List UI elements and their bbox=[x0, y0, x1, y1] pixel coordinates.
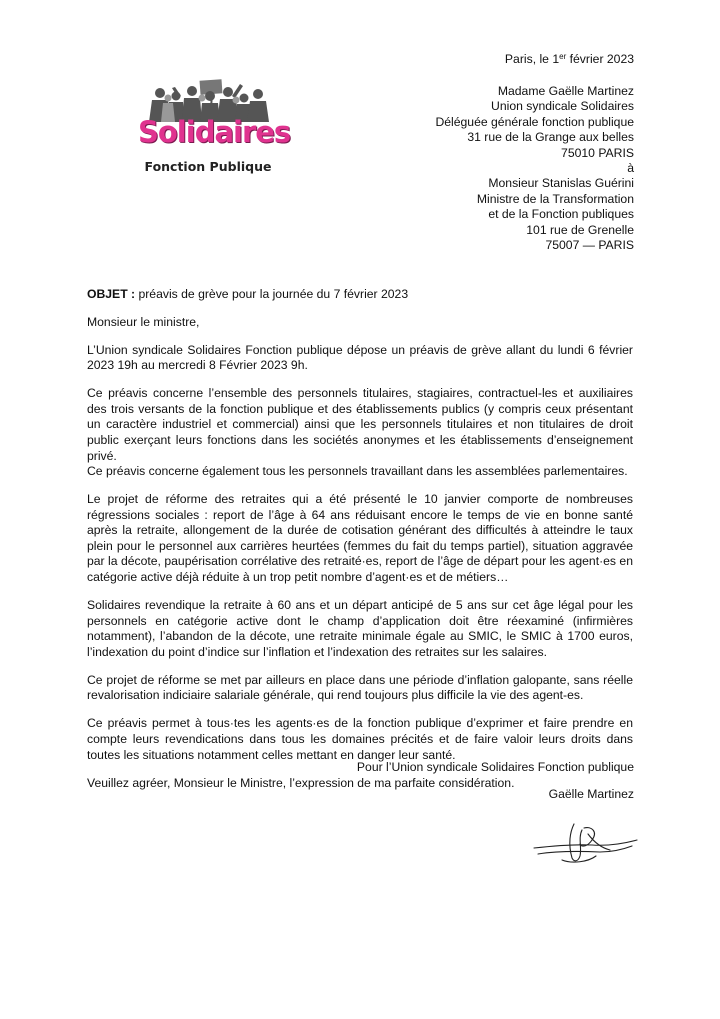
logo-subtitle: Fonction Publique bbox=[144, 159, 272, 174]
address-line: 31 rue de la Grange aux belles bbox=[467, 130, 634, 145]
address-block bbox=[435, 84, 634, 253]
paragraph: Veuillez agréer, Monsieur le Ministre, l’expression de ma parfaite considération. bbox=[87, 775, 515, 790]
address-line: Madame Gaëlle Martinez bbox=[497, 84, 634, 98]
address-line: Ministre de la Transformation bbox=[476, 191, 634, 206]
address-line: 101 rue de Grenelle bbox=[526, 222, 634, 237]
paragraph: Ce préavis permet à tous·tes les agents·es de la fonction publique d’exprimer et faire prendre en compte leurs revendications dans tous les domaines précités et de faire valoir leurs droits dans toutes les situations notamment celles mettant en danger leur santé. bbox=[87, 716, 633, 762]
paragraph: Le projet de réforme des retraites qui a été présenté le 10 janvier comporte de nombreuses régressions sociales : report de l’âge à 64 ans réduisant encore le temps de vie en bonne santé après la retraite, allongement de la durée de cotisation générant des difficultés à atteindre le taux plein pour le personnel aux carrières heurtées (femmes du fait du temps partiel), situation aggravée par la décote, paupérisation corrélative des retraité·es, report de l’âge de départ pour les agent·es en catégorie active déjà réduite à un trop petit nombre d’agent·es et de métiers… bbox=[87, 492, 633, 585]
address-line: 75010 PARIS bbox=[561, 145, 634, 160]
paragraph: Ce préavis concerne également tous les personnels travaillant dans les assemblées parlementaires. bbox=[87, 464, 628, 479]
address-line: et de la Fonction publiques bbox=[488, 207, 634, 222]
address-line: Déléguée générale fonction publique bbox=[435, 114, 634, 129]
logo-brand-text: Solidaires bbox=[138, 115, 291, 149]
address-line: 75007 — PARIS bbox=[545, 237, 634, 252]
subject-line bbox=[87, 287, 633, 303]
paragraph: L’Union syndicale Solidaires Fonction publique dépose un préavis de grève allant du lundi 6 février 2023 19h au mercredi 8 Février 2023 9h. bbox=[87, 342, 633, 373]
handwritten-signature bbox=[532, 818, 642, 868]
signatory-name: Gaëlle Martinez bbox=[548, 787, 634, 801]
address-line: à bbox=[627, 160, 634, 175]
address-line: Union syndicale Solidaires bbox=[491, 99, 634, 114]
subject-label: OBJET : bbox=[87, 287, 136, 301]
solidaires-logo bbox=[138, 76, 291, 181]
subject-text: préavis de grève pour la journée du 7 février 2023 bbox=[135, 287, 409, 301]
salutation: Monsieur le ministre, bbox=[87, 314, 200, 329]
letter-date: Paris, le 1er février 2023 bbox=[504, 52, 634, 66]
closing-line: Pour l’Union syndicale Solidaires Fonction publique bbox=[356, 760, 634, 774]
paragraph: Solidaires revendique la retraite à 60 ans et un départ anticipé de 5 ans sur cet âge légal pour les personnels en catégorie active dont le champ d’application doit être réexaminé (infirmières notamment), l’abandon de la décote, une retraite minimale égale au SMIC, le SMIC à 1700 euros, l’indexation du point d’indice sur l’inflation et l’indexation des retraites sur les salaires. bbox=[87, 598, 633, 659]
address-line: Monsieur Stanislas Guérini bbox=[488, 176, 634, 191]
paragraph: Ce préavis concerne l’ensemble des personnels titulaires, stagiaires, contractuel-les et auxiliaires des trois versants de la fonction publique et des établissements publics (y compris ceux présentant un caractère industriel et commercial) ainsi que les personnels titulaires et non titulaires de droit public exerçant leurs fonctions dans les sociétés anonymes et les établissements d’enseignement privé. bbox=[87, 386, 633, 463]
paragraph: Ce projet de réforme se met par ailleurs en place dans une période d’inflation galopante, sans réelle revalorisation indiciaire salariale générale, qui rend toujours plus difficile la vie des agent-es. bbox=[87, 672, 633, 703]
letter-body bbox=[87, 287, 633, 791]
